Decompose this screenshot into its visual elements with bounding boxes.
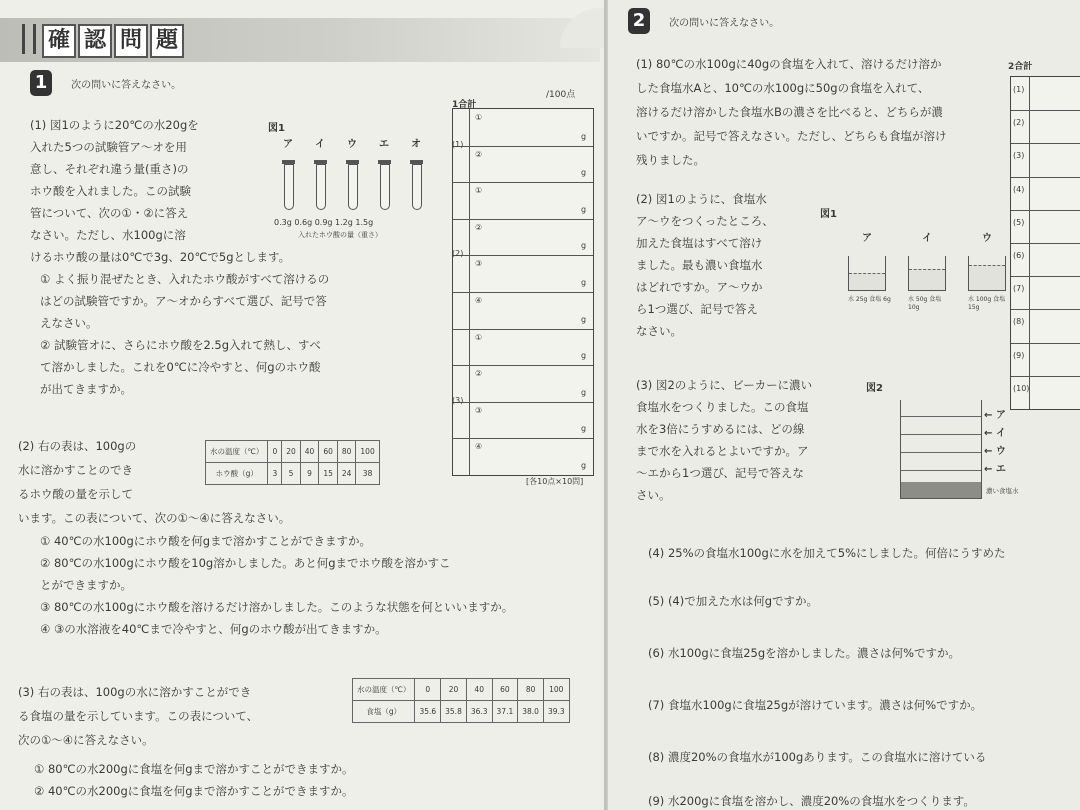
text-line: (1) 図1のように20℃の水20gを	[30, 118, 199, 132]
answer-unit: g	[581, 131, 587, 141]
text-line: 管について、次の①・②に答え	[30, 206, 189, 220]
answer-row-label: (2)	[1013, 118, 1025, 128]
answer-unit: g	[581, 278, 587, 287]
text-line: ホウ酸を入れました。この試験	[30, 184, 191, 198]
answer-row-label: (3)	[1013, 151, 1025, 161]
q1-part1-subquestions	[40, 268, 329, 400]
title-char: 問	[114, 24, 148, 58]
answer-row-divider	[1011, 343, 1080, 344]
table-row	[353, 701, 570, 723]
table-cell: 40	[466, 679, 492, 701]
text-line: なさい。ただし、水100gに溶	[30, 228, 186, 242]
answer-row-divider	[453, 146, 593, 147]
table-row	[206, 463, 380, 485]
q2-part3-text	[636, 374, 812, 506]
title-char: 確	[42, 24, 76, 58]
answer-row-divider	[453, 329, 593, 330]
beaker-icon	[848, 256, 886, 291]
question-number: 2	[628, 8, 650, 34]
text-line: まで水を入れるとよいですか。ア	[636, 444, 809, 458]
answer-row-label: (6)	[1013, 251, 1025, 260]
beaker-note: 水 100g 食塩 15g	[968, 296, 1006, 311]
q2-part1-text	[636, 52, 947, 172]
subquestion-line: ④ ③の水溶液を40℃まで冷やすと、何gのホウ酸が出てきますか。	[40, 622, 387, 636]
table-cell: 9	[300, 463, 319, 485]
q1-part1-text	[30, 114, 290, 268]
test-tube-icon	[380, 164, 390, 210]
answer-row-label: (10)	[1013, 383, 1030, 393]
q2-part9: (9) 水200gに食塩を溶かし、濃度20%の食塩水をつくります。	[648, 794, 975, 808]
borate-table	[205, 440, 380, 485]
table-row	[353, 679, 570, 701]
answer-row-label: ①	[475, 113, 483, 122]
answer-unit: g	[581, 424, 587, 434]
title-bars-icon	[22, 24, 36, 54]
answer-row-divider	[453, 402, 593, 403]
beaker-icon	[968, 256, 1006, 291]
test-tube-icon	[412, 164, 422, 210]
q1-part2-subquestions	[40, 530, 513, 640]
answer-box-1-footer: [各10点×10問]	[526, 477, 584, 486]
fig2-note: 濃い食塩水	[986, 487, 1019, 495]
table-cell: 60	[492, 679, 518, 701]
test-tube-icon	[284, 164, 294, 210]
subquestion-line: とができますか。	[40, 578, 132, 592]
table-cell: 39.3	[543, 701, 569, 723]
question-number: 1	[30, 70, 52, 96]
answer-row-divider	[1011, 243, 1080, 244]
answer-section-label: (2)	[452, 249, 464, 259]
table-cell: 60	[319, 441, 338, 463]
answer-row-divider	[453, 438, 593, 439]
question-2-header	[628, 8, 779, 35]
answer-unit: g	[581, 387, 587, 397]
tube-cap	[314, 160, 327, 164]
answer-unit: g	[581, 314, 587, 324]
answer-row-divider	[453, 219, 593, 220]
subquestion-line: て溶かしました。これを0℃に冷やすと、何gのホウ酸	[40, 360, 321, 374]
answer-unit: g	[581, 204, 587, 214]
text-line: いですか。記号で答えなさい。ただし、どちらも食塩が溶け	[636, 129, 947, 143]
text-line: さい。	[636, 488, 671, 502]
beaker-label: ア	[862, 233, 872, 244]
answer-row-label: ④	[475, 296, 483, 305]
answer-unit: g	[581, 241, 587, 251]
answer-row-label: (9)	[1013, 350, 1025, 360]
answer-row-divider	[453, 365, 593, 366]
answer-row-label: ①	[475, 332, 483, 342]
text-line: 加えた食塩はすべて溶け	[636, 236, 763, 250]
subquestion-line: ① 80℃の水200gに食塩を何gまで溶かすことができますか。	[34, 762, 354, 776]
text-line: 水に溶かすことのでき	[18, 463, 133, 477]
q2-part5: (5) (4)で加えた水は何gですか。	[648, 594, 819, 608]
text-line: (1) 80℃の水100gに40gの食塩を入れて、溶けるだけ溶か	[636, 57, 942, 71]
text-line: います。この表について、次の①～④に答えなさい。	[18, 511, 291, 525]
beaker-label: ウ	[982, 233, 992, 244]
tube-label: ア	[283, 139, 293, 150]
answer-box-1-title: 1合計	[452, 100, 477, 110]
text-line: ア～ウをつくったところ、	[636, 214, 774, 228]
text-line: (3) 右の表は、100gの水に溶かすことができ	[18, 685, 252, 699]
tube-cap	[346, 160, 359, 164]
table-cell: 38.0	[518, 701, 544, 723]
q2-part8: (8) 濃度20%の食塩水が100gあります。この食塩水に溶けている	[648, 750, 987, 764]
answer-row-divider	[1011, 210, 1080, 211]
text-line: ～エから1つ選び、記号で答えな	[636, 466, 804, 480]
text-line: けるホウ酸の量は0℃で3g、20℃で5gとします。	[30, 250, 291, 264]
answer-row-label: (7)	[1013, 284, 1025, 294]
fig2-line-label: ← エ	[984, 464, 1006, 475]
tube-label: オ	[411, 139, 421, 150]
answer-row-divider	[453, 182, 593, 183]
answer-unit: g	[581, 168, 587, 178]
answer-row-divider	[453, 255, 593, 256]
text-line: ました。最も濃い食塩水	[636, 258, 763, 272]
tube-label: イ	[315, 139, 325, 150]
water-level	[909, 269, 945, 290]
fig2-line-label: ← ア	[984, 410, 1006, 421]
answer-box-1-score: /100点	[546, 90, 576, 100]
beaker-note: 水 50g 食塩 10g	[908, 296, 942, 311]
beaker-label: イ	[922, 233, 932, 244]
text-line: なさい。	[636, 324, 682, 338]
table-row	[206, 441, 380, 463]
question-1-header	[30, 70, 181, 97]
q2-part2-text	[636, 188, 774, 342]
text-line: 次の①～④に答えなさい。	[18, 733, 154, 747]
beaker-2	[900, 400, 982, 499]
answer-row-label: ①	[475, 186, 483, 196]
fig2-line	[901, 470, 981, 471]
answer-row-divider	[453, 292, 593, 293]
table-cell: 0	[268, 441, 282, 463]
table-cell: 20	[441, 679, 467, 701]
text-line: した食塩水Aと、10℃の水100gに50gの食塩を入れて、	[636, 81, 930, 95]
figure-label: 図1	[820, 209, 837, 220]
subquestion-line: えなさい。	[40, 316, 98, 330]
figure-label: 図2	[866, 383, 883, 394]
salt-table	[352, 678, 570, 723]
text-line: (3) 図2のように、ビーカーに濃い	[636, 378, 813, 392]
subquestion-line: ③ 80℃の水100gにホウ酸を溶けるだけ溶かしました。このような状態を何といいますか。	[40, 600, 514, 614]
table-cell: 35.6	[415, 701, 441, 723]
answer-row-label: ③	[475, 259, 483, 269]
subquestion-line: ① よく振り混ぜたとき、入れたホウ酸がすべて溶けるの	[40, 272, 330, 286]
tube-cap	[282, 160, 295, 164]
answer-row-divider	[1011, 110, 1080, 111]
text-line: 食塩水をつくりました。この食塩	[636, 400, 809, 414]
tube-cap	[378, 160, 391, 164]
text-line: 残りました。	[636, 153, 705, 167]
tube-label: エ	[379, 139, 389, 150]
answer-row-divider	[1011, 177, 1080, 178]
q1-part3-text	[18, 680, 258, 752]
fig2-line-label: ← イ	[984, 428, 1006, 439]
answer-box-divider	[1029, 77, 1030, 409]
beaker-icon	[908, 256, 946, 291]
answer-box-1	[452, 108, 594, 476]
fig2-line	[901, 434, 981, 435]
text-line: はどれですか。ア～ウか	[636, 280, 763, 294]
text-line: るホウ酸の量を示して	[18, 487, 133, 501]
answer-unit: g	[581, 351, 587, 361]
answer-row-label: (4)	[1013, 184, 1025, 194]
tube-amounts: 0.3g 0.6g 0.9g 1.2g 1.5g	[274, 218, 374, 227]
text-line: 意し、それぞれ違う量(重さ)の	[30, 162, 189, 176]
answer-box-2-title: 2合計	[1008, 62, 1033, 72]
answer-row-label: ②	[475, 222, 483, 232]
answer-row-label: ②	[475, 149, 483, 159]
text-line: (2) 図1のように、食塩水	[636, 192, 767, 206]
text-line: る食塩の量を示しています。この表について、	[18, 709, 259, 723]
banner-curve	[560, 8, 604, 48]
table-cell: 35.8	[441, 701, 467, 723]
answer-section-label: (1)	[452, 139, 464, 149]
tube-label: ウ	[347, 139, 357, 150]
table-cell: 36.3	[466, 701, 492, 723]
water-level	[969, 265, 1005, 290]
title-char: 題	[150, 24, 184, 58]
table-cell: 5	[282, 463, 301, 485]
subquestion-line: はどの試験管ですか。ア～オからすべて選び、記号で答	[40, 294, 327, 308]
tube-cap	[410, 160, 423, 164]
test-tube-icon	[316, 164, 326, 210]
beaker-note: 水 25g 食塩 6g	[848, 296, 891, 303]
table-cell: 100	[543, 679, 569, 701]
table-cell: 24	[337, 463, 356, 485]
table-cell: 20	[282, 441, 301, 463]
text-line: 入れた5つの試験管ア～オを用	[30, 140, 187, 154]
table-cell: 37.1	[492, 701, 518, 723]
subquestion-line: ① 40℃の水100gにホウ酸を何gまで溶かすことができますか。	[40, 534, 372, 548]
text-line: 水を3倍にうすめるには、どの線	[636, 422, 805, 436]
answer-box-2	[1010, 76, 1080, 410]
fig2-line-label: ← ウ	[984, 446, 1006, 457]
tube-caption: 入れたホウ酸の量（重さ）	[298, 231, 382, 239]
answer-row-divider	[1011, 309, 1080, 310]
q2-part6: (6) 水100gに食塩25gを溶かしました。濃さは何%ですか。	[648, 646, 961, 660]
q1-part3-subquestions	[34, 758, 354, 802]
water-level	[849, 273, 885, 290]
answer-row-label: ④	[475, 442, 483, 452]
answer-row-divider	[1011, 143, 1080, 144]
subquestion-line: ② 試験管オに、さらにホウ酸を2.5g入れて熱し、すべ	[40, 338, 321, 352]
table-cell: 80	[337, 441, 356, 463]
answer-box-divider	[469, 109, 470, 475]
text-line: (2) 右の表は、100gの	[18, 439, 137, 453]
answer-row-label: (1)	[1013, 85, 1025, 94]
subquestion-line: が出てきますか。	[40, 382, 132, 396]
answer-row-divider	[1011, 276, 1080, 277]
concentrated-solution	[901, 482, 981, 498]
answer-row-label: (8)	[1013, 317, 1025, 327]
right-page	[608, 0, 1080, 810]
q2-part7: (7) 食塩水100gに食塩25gが溶けています。濃さは何%ですか。	[648, 698, 983, 712]
question-intro: 次の問いに答えなさい。	[71, 80, 182, 91]
subquestion-line: ② 80℃の水100gにホウ酸を10g溶かしました。あと何gまでホウ酸を溶かすこ	[40, 556, 451, 570]
answer-row-label: ③	[475, 405, 483, 415]
fig2-line	[901, 452, 981, 453]
figure-1-label: 図1	[268, 123, 285, 134]
table-cell: 食塩（g）	[353, 701, 415, 723]
answer-row-label: ②	[475, 369, 483, 379]
table-cell: 38	[356, 463, 379, 485]
table-cell: 水の温度（℃）	[206, 441, 268, 463]
text-line: ら1つ選び、記号で答え	[636, 302, 758, 316]
table-cell: ホウ酸（g）	[206, 463, 268, 485]
answer-section-label: (3)	[452, 395, 464, 405]
table-cell: 15	[319, 463, 338, 485]
table-cell: 水の温度（℃）	[353, 679, 415, 701]
subquestion-line: ② 40℃の水200gに食塩を何gまで溶かすことができますか。	[34, 784, 354, 798]
text-line: 溶けるだけ溶かした食塩水Bの濃さを比べると、どちらが濃	[636, 105, 943, 119]
answer-row-label: (5)	[1013, 217, 1025, 227]
table-cell: 40	[300, 441, 319, 463]
question-intro: 次の問いに答えなさい。	[669, 18, 780, 29]
page-title	[22, 24, 186, 58]
q2-part4: (4) 25%の食塩水100gに水を加えて5%にしました。何倍にうすめた	[648, 546, 1006, 560]
fig2-line	[901, 416, 981, 417]
table-cell: 3	[268, 463, 282, 485]
answer-row-divider	[1011, 376, 1080, 377]
answer-unit: g	[581, 461, 587, 470]
title-char: 認	[78, 24, 112, 58]
table-cell: 0	[415, 679, 441, 701]
table-cell: 80	[518, 679, 544, 701]
table-cell: 100	[356, 441, 379, 463]
test-tube-icon	[348, 164, 358, 210]
